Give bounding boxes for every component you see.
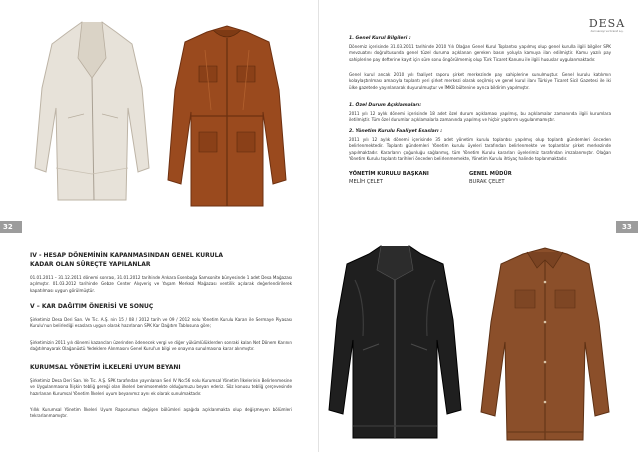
signature-gm-title: GENEL MÜDÜR [469,171,512,177]
section-heading-profit: V – KAR DAĞITIM ÖNERİSİ VE SONUÇ [30,303,154,310]
brown-jacket-photo [165,20,290,215]
general-assembly-paragraph-1: Dönemiz içerisinde 31.03.2011 tarihinde 2010 Yılı Olağan Genel Kurul Toplantısı yapılmış olup genel kurulla ilgili bilgiler SPK mevzuatını doğrultusunda genel tüzel duruma açıklanan gereken basın yoluyla kamuya ilan edilmiştir. Kamu yazılı pay sahiplerine pay defterine kayıt için süre sonu öngörülmemiş olup Türk Ticaret Kanunu ile ilgili hususlar uygulanmaktadır. [349,44,611,62]
desa-logo [585,18,629,34]
signature-gm-name: BURAK ÇELET [469,179,505,185]
suede-jacket-photo [479,242,614,447]
signature-chairman-title: YÖNETİM KURULU BAŞKANI [349,171,429,177]
section-paragraph-period-end: 01.01.2011 – 31.12.2011 dönemi sonrası, 31.01.2012 tarihinde Ankara Esenboğa Samsonite bünyesinde 1 adet Desa Mağazası açılmıştır. 01.03.2012 tarihinde Gebze Center Alışveriş ve Yaşam Merkezi Mağazası ventilik açılarak değerlendirilerek kapatılması uygun görülmüştür. [30,275,292,293]
logo-wordmark: DESA [588,17,626,30]
section-paragraph-governance-1: Şirketimiz Desa Deri San. Ve Tic. A.Ş. SPK tarafından yayınlanan Seri IV No:56 nolu Kurumsal Yönetim İlkelerinin Belirlenmesine ve Uygulanmasına İlişkin tebliğ gereği olan ilkeleri benimsemekte olduğumuzu beyan ederiz. Söz konusu tebliğ çerçevesinde hazırlanan Kurumsal Yönetim İlkeleri uyum beyanımız aynı ek olarak sunulmaktadır. [30,378,292,396]
page-number-right: 33 [622,223,632,231]
board-principles-paragraph: 2011 yılı 12 aylık dönemi içerisinde 35 adet yönetim kurulu toplantısı yapılmış olup toplantı gündemleri önceden belirlenmektedir. Toplantı gündemleri Yönetim kurulu üyeleri tarafından belirlenmekte ve toplantılar şirket merkezinde yapılmaktadır. Kararların çoğunluğu sağlanmış, tüm Yönetim Kurulu kararları üyelerimiz tarafından imzalanmıştır. Olağan Yönetim Kurulu toplantı tarihleri önceden belirlenmemekte, Yönetim Kurulu ihtiyaç halinde toplanmaktadır. [349,137,611,161]
signature-chairman-name: MELİH ÇELET [349,179,383,185]
right-page [319,0,638,452]
general-assembly-paragraph-2: Genel kurul ancak 2010 yılı faaliyet raporu şirket merkezinde pay sahiplerine sunulmuştur. Genel kurulu katılımın kolaylaştırılması amacıyla toplantı yeri şirket merkezi olarak seçilmiş ve genel kurul ilanı Türkiye Ticaret Sicil Gazetesi ile iki ülke gazetede yayınlanarak duyurulmuştur ve İMKB bültenine ayrıca bildirim yapılmıştır. [349,72,611,90]
section-heading-period-end-2: KADAR OLAN SÜREÇTE YAPILANLAR [30,261,151,268]
section-paragraph-profit-1: Şirketimiz Desa Deri San. Ve Tic. A.Ş. nin 15 / 08 / 2012 tarih ve 09 / 2012 nolu Yönetim Kurulu Kararı ile Sermaye Piyasası Kurulu'nun belirlediği esaslara uygun olarak hazırlanan SPK Kar Dağıtım Tablosuna göre; [30,317,292,329]
special-disclosures-title: 1. Özel Durum Açıklamaları: [349,103,422,108]
black-jacket-photo [325,240,465,445]
section-paragraph-profit-2: Şirketimizin 2011 yılı dönemi kazancları üzerinden ödenecek vergi ve diğer yükümlülüklerden sonraki kalan Net Dönem Karının dağıtılmayarak Olağanüstü Yedeklere Alınmasını Genel Kurul'un bilgi ve onayına sunulmasına karar alınmıştır. [30,340,292,352]
page-number-left: 32 [3,223,13,231]
cream-jacket-photo [32,18,152,208]
section-paragraph-governance-2: Yıllık Kurumsal Yönetim İlkeleri Uyum Raporumun değişen bölümleri aşağıda açıklanmakta olup değişmeyen bölümleri tekrarlanmamıştır. [30,407,292,419]
special-disclosures-paragraph: 2011 yılı 12 aylık dönemi içerisinde 18 adet özel durum açıklaması yapılmış, bu açıklamalar zamanında ilgili kurumlara iletilmiştir. Tüm özel durumlar açıklamalarla zamanında yapılmış ve hiçbir yaptırım uygulanmamıştır. [349,111,611,123]
board-principles-title: 2. Yönetim Kurulu Faaliyet Esasları : [349,129,443,134]
logo-tagline: deri sanayi ve ticaret a.ş. [590,30,624,33]
general-assembly-title: 1. Genel Kurul Bilgileri : [349,36,411,41]
section-heading-period-end: IV - HESAP DÖNEMİNİN KAPANMASINDAN GENEL KURULA [30,252,224,259]
section-heading-governance: KURUMSAL YÖNETİM İLKELERİ UYUM BEYANI [30,364,181,371]
